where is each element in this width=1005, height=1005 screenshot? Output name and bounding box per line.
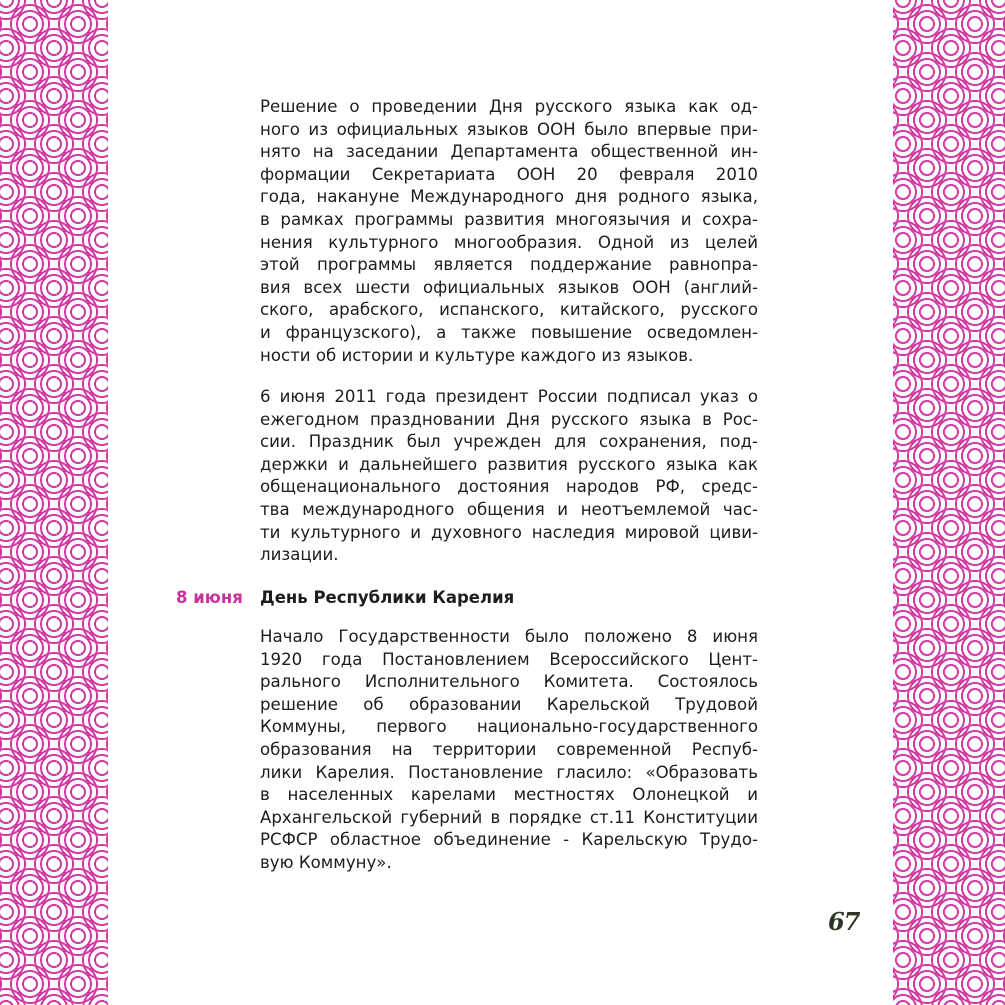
text-line: ного из официальных языков ООН было впервые при-	[260, 119, 758, 139]
text-line: лики Карелия. Постановление гласило: «Образовать	[260, 762, 758, 782]
text-line: сии. Праздник был учрежден для сохранения, под-	[260, 432, 758, 452]
text-line: нято на заседании Департамента общественной ин-	[260, 142, 758, 162]
text-line: РСФСР областное объединение - Карельскую Трудо-	[260, 830, 758, 850]
text-line: 6 июня 2011 года президент России подписал указ о	[260, 387, 758, 406]
text-line: этой программы является поддержание равнопра-	[260, 255, 758, 275]
section-date: 8 июня	[176, 588, 243, 607]
paragraph-russia-decree	[260, 386, 758, 567]
text-line: года, накануне Международного дня родного языка,	[260, 187, 758, 207]
paragraph-un-russian-language-day	[260, 96, 758, 367]
text-line: решение об образовании Карельской Трудовой	[260, 694, 758, 714]
text-line: Решение о проведении Дня русского языка как од-	[260, 97, 758, 116]
text-line: тва международного общения и неотъемлемой час-	[260, 499, 758, 519]
page-number: 67	[828, 907, 860, 936]
text-line: Начало Государственности было положено 8 июня	[260, 627, 758, 646]
text-line: 1920 года Постановлением Всероссийского Цент-	[260, 649, 758, 669]
text-line: вую Коммуну».	[260, 852, 392, 872]
right-ornament-border	[893, 0, 1005, 1005]
text-line: ти культурного и духовного наследия мировой циви-	[260, 522, 758, 542]
section-title: День Республики Карелия	[260, 588, 515, 607]
text-line: ского, арабского, испанского, китайского, русского	[260, 300, 758, 320]
text-line: формации Секретариата ООН 20 февраля 2010	[260, 164, 758, 184]
text-line: нения культурного многообразия. Одной из целей	[260, 232, 758, 252]
text-line: и французского), а также повышение осведомлен-	[260, 322, 758, 342]
text-line: ежегодном праздновании Дня русского языка в Рос-	[260, 409, 758, 429]
text-line: общенационального достояния народов РФ, средс-	[260, 477, 758, 497]
text-line: в рамках программы развития многоязычия и сохра-	[260, 209, 758, 229]
text-line: Архангельской губерний в порядке ст.11 Конституции	[260, 807, 758, 827]
text-line: лизации.	[260, 545, 339, 565]
text-line: вия всех шести официальных языков ООН (англий-	[260, 277, 758, 297]
text-line: рального Исполнительного Комитета. Состоялось	[260, 672, 758, 692]
paragraph-karelia-history	[260, 626, 758, 875]
text-line: образования на территории современной Респуб-	[260, 739, 758, 759]
text-line: ности об истории и культуре каждого из языков.	[260, 345, 694, 365]
text-line: в населенных карелами местностях Олонецкой и	[260, 785, 758, 805]
text-line: держки и дальнейшего развития русского языка как	[260, 454, 758, 474]
left-ornament-border	[0, 0, 108, 1005]
text-line: Коммуны, первого национально-государственного	[260, 717, 758, 737]
